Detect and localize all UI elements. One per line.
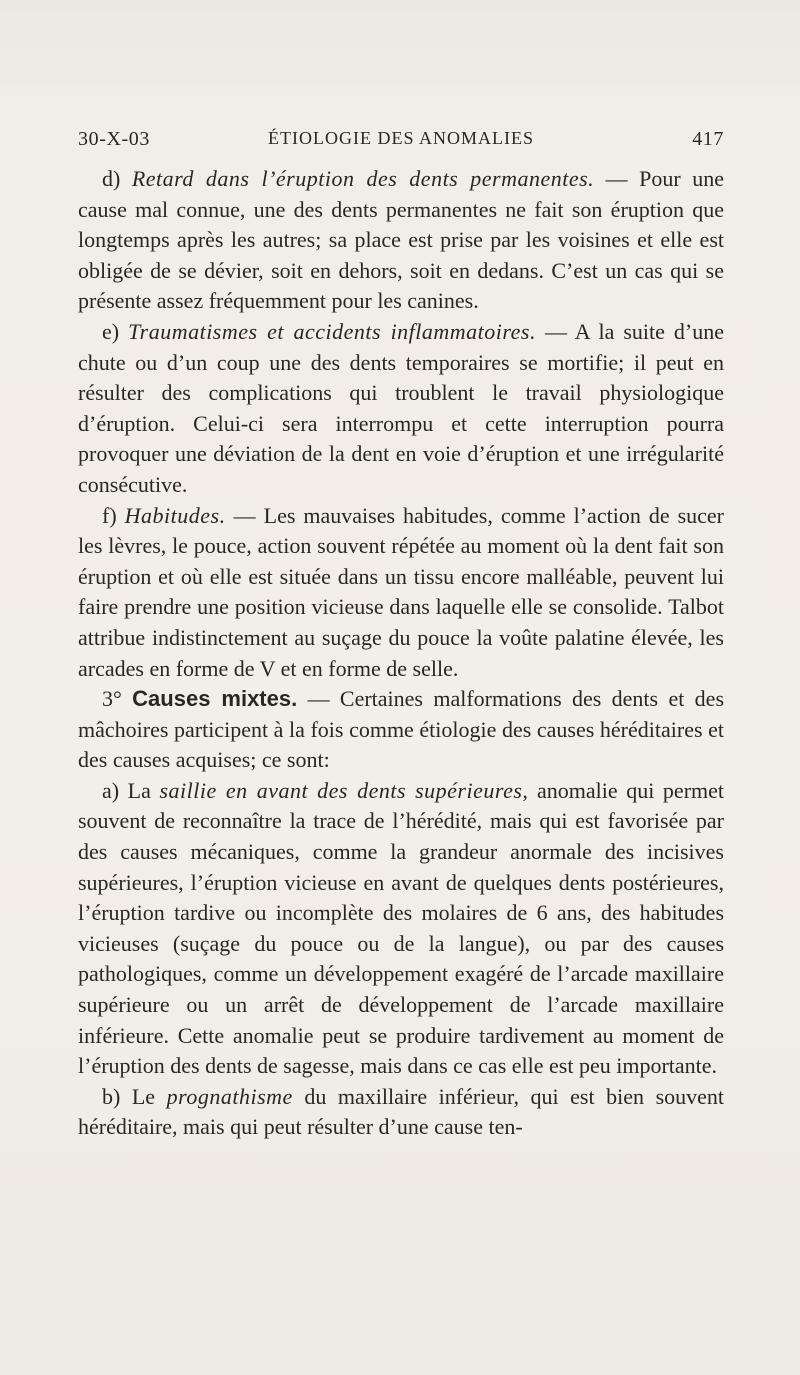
- section-title: saillie en avant des dents supérieures,: [159, 777, 529, 803]
- paragraph-lead: f): [102, 502, 117, 528]
- paragraph-lead: b) Le: [102, 1083, 156, 1109]
- section-title: Retard dans l’éruption des dents permanentes.: [131, 166, 595, 191]
- paragraph-d: [78, 164, 724, 317]
- section-title: Traumatismes et accidents inflammatoires.: [128, 318, 536, 344]
- section-title: Habitudes.: [124, 502, 226, 528]
- section-title: prognathisme: [166, 1083, 293, 1109]
- paragraph-b: [78, 1082, 724, 1143]
- paragraph-lead: e): [102, 318, 120, 344]
- paragraph-lead: d): [102, 166, 121, 191]
- header-reference: 30-X-03: [78, 128, 150, 150]
- paragraph-lead: a) La: [102, 777, 151, 803]
- paragraph-lead: 3°: [102, 686, 122, 712]
- paragraph-f: [78, 501, 724, 685]
- section-heading: Causes mixtes.: [132, 686, 298, 712]
- paragraph-text: anomalie qui permet souvent de reconnaître la trace de l’hérédité, mais qui est favorisée par des causes mécaniques, comme la grandeur anormale des incisives supérieures, l’éruption vicieuse en avant de quelques dents postérieures, l’éruption tardive ou incomplète des molaires de 6 ans, des habitudes vicieuses (suçage du pouce ou de la langue), ou par des causes pathologiques, comme un développement exagéré de l’arcade maxillaire supérieure ou un arrêt de développement de l’arcade maxillaire inférieure. Cette anomalie peut se produire tardivement au moment de l’éruption des dents de sagesse, mais dans ce cas elle est peu importante.: [78, 777, 725, 1079]
- paragraph-e: [78, 317, 724, 501]
- paragraph-text: — A la suite d’une chute ou d’un coup une des dents temporaires se mortifie; il peut en résulter des complications qui troublent le travail physiologique d’éruption. Celui-ci sera interrompu et cette interruption pourra provoquer une déviation de la dent en voie d’éruption et une irrégularité consécutive.: [78, 318, 725, 497]
- running-header: [78, 128, 724, 158]
- paragraph-a: [78, 776, 724, 1082]
- header-title: ÉTIOLOGIE DES ANOMALIES: [268, 128, 534, 148]
- paragraph-text: du maxillaire inférieur, qui est bien souvent héréditaire, mais qui peut résulter d’une cause ten-: [78, 1083, 725, 1140]
- paragraph-text: — Pour une cause mal connue, une des dents permanentes ne fait son éruption que longtemps après les autres; sa place est prise par les voisines et elle est obligée de se dévier, soit en dehors, soit en dedans. C’est un cas qui se présente assez fréquemment pour les canines.: [78, 166, 725, 314]
- paragraph-text: — Certaines malformations des dents et des mâchoires participent à la fois comme étiologie des causes héréditaires et des causes acquises; ce sont:: [78, 686, 725, 773]
- paragraph-3: [78, 684, 724, 776]
- paragraph-text: — Les mauvaises habitudes, comme l’action de sucer les lèvres, le pouce, action souvent répétée au moment où la dent fait son éruption et où elle est située dans un tissu encore malléable, peuvent lui faire prendre une position vicieuse dans laquelle elle se consolide. Talbot attribue indistinctement au suçage du pouce la voûte palatine élevée, les arcades en forme de V et en forme de selle.: [78, 502, 725, 681]
- body-text: [78, 164, 724, 1143]
- page-number: 417: [692, 128, 724, 150]
